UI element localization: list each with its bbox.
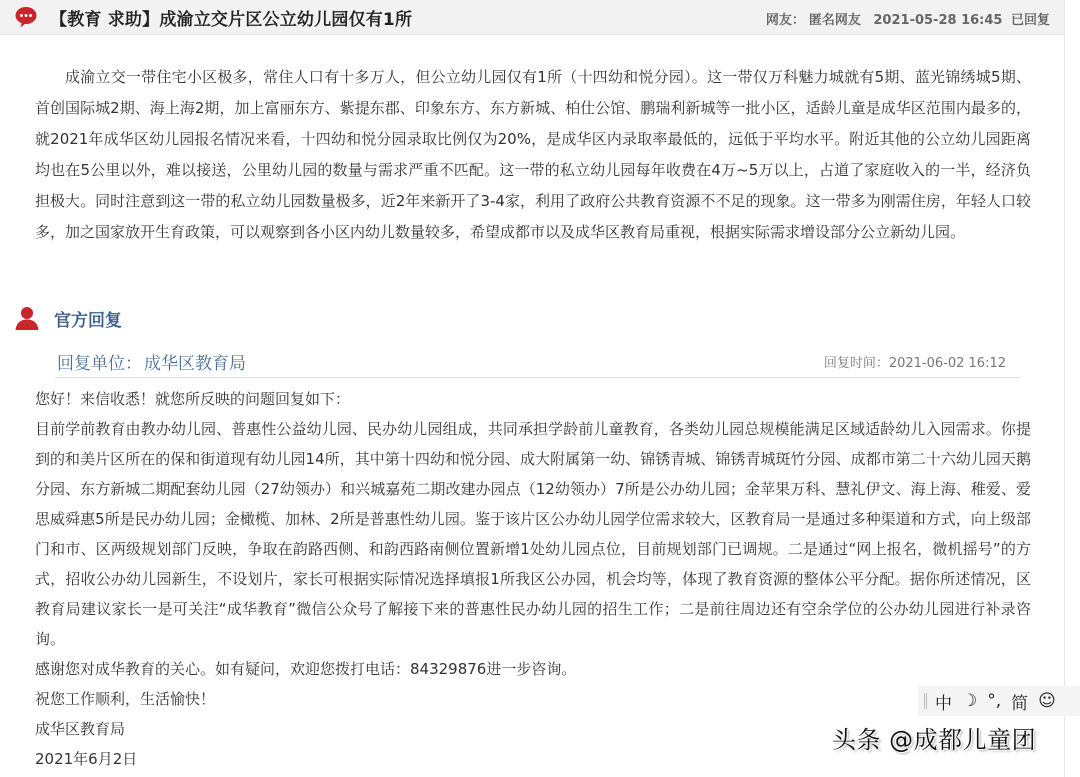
reply-status-badge: 已回复 <box>1010 13 1050 28</box>
drag-handle-icon[interactable] <box>924 693 927 709</box>
question-body: 成渝立交一带住宅小区极多，常住人口有十多万人，但公立幼儿园仅有1所（十四幼和悦分园）。这一带仅万科魅力城就有5期、蓝光锦绣城5期、首创国际城2期、海上海2期，加上富丽东方、紫提东郡、印象东方、东方新城、柏仕公馆、鹏瑞利新城等一批小区，适龄儿童是成华区范围内最多的，就2021年成华区幼儿园报名情况来看，十四幼和悦分园录取比例仅为20%，是成华区内录取率最低的，远低于平均水平。附近其他的公立幼儿园距离均也在5公里以外，难以接送，公里幼儿园的数量与需求严重不匹配。这一带的私立幼儿园每年收费在4万~5万以上，占道了家庭收入的一半，经济负担极大。同时注意到这一带的私立幼儿园数量极多，近2年来新开了3-4家，利用了政府公共教育资源不不足的现象。这一带多为刚需住房，年轻人口较多，加之国家放开生育政策，可以观察到各小区内幼儿数量较多，希望成都市以及成华区教育局重视，根据实际需求增设部分公立新幼儿园。 <box>35 68 1031 241</box>
message-title-bar <box>0 0 1064 35</box>
author-name: 匿名网友 <box>808 13 861 28</box>
reply-unit <box>55 349 246 374</box>
reply-unit-label: 回复单位： <box>57 354 142 374</box>
reply-time <box>824 352 1006 371</box>
half-width-moon-icon[interactable]: ☽ <box>962 691 978 711</box>
punctuation-icon[interactable]: °, <box>987 691 1002 711</box>
reply-body <box>35 384 1031 774</box>
official-reply-heading: 官方回复 <box>54 310 122 331</box>
message-title: 【教育 求助】成渝立交片区公立幼儿园仅有1所 <box>50 9 413 30</box>
emoji-icon[interactable]: ☺ <box>1038 691 1056 711</box>
author-label: 网友： <box>765 13 805 28</box>
speech-bubble-icon <box>14 5 38 29</box>
reply-main-paragraph: 目前学前教育由教办幼儿园、普惠性公益幼儿园、民办幼儿园组成，共同承担学龄前儿童教育，各类幼儿园总规模能满足区域适龄幼儿入园需求。你提到的和美片区所在的保和街道现有幼儿园14所，其中第十四幼和悦分园、成大附属第一幼、锦锈青城、锦锈青城斑竹分园、成都市第二十六幼儿园天鹅分园、东方新城二期配套幼儿园（27幼领办）和兴城嘉苑二期改建办园点（12幼领办）7所是公办幼儿园；金苹果万科、慧礼伊文、海上海、稚爱、爱思威舜惠5所是民办幼儿园；金橄榄、加林、2所是普惠性幼儿园。鉴于该片区公办幼儿园学位需求较大，区教育局一是通过多种渠道和方式，向上级部门和市、区两级规划部门反映，争取在韵路西侧、和韵西路南侧位置新增1处幼儿园点位，目前规划部门已调规。二是通过“网上报名，微机摇号”的方式，招收公办幼儿园新生，不设划片，家长可根据实际情况选择填报1所我区公办园，机会均等，体现了教育资源的整体公平分配。据你所述情况，区教育局建议家长一是可关注“成华教育”微信公众号了解接下来的普惠性民办幼儿园的招生工作；二是前往周边还有空余学位的公办幼儿园进行补录咨询。 <box>35 420 1031 648</box>
reply-closing: 祝您工作顺利，生活愉快！ <box>35 690 216 708</box>
watermark: 头条 @成都儿童团 <box>832 726 1037 754</box>
post-datetime: 2021-05-28 16:45 <box>873 13 1003 28</box>
reply-date: 2021年6月2日 <box>35 750 138 768</box>
reply-greeting: 您好！来信收悉！就您所反映的问题回复如下： <box>35 390 351 408</box>
ime-toolbar[interactable] <box>918 686 1080 716</box>
reply-signature: 成华区教育局 <box>35 720 126 738</box>
official-reply-header <box>14 305 122 331</box>
person-icon <box>14 305 40 331</box>
reply-unit-row <box>55 345 1020 378</box>
reply-contact-paragraph: 感谢您对成华教育的关心。如有疑问，欢迎您拨打电话：84329876进一步咨询。 <box>35 660 577 678</box>
reply-unit-name: 成华区教育局 <box>144 354 246 374</box>
reply-time-label: 回复时间： <box>823 356 889 371</box>
scrollbar-track[interactable] <box>1064 0 1080 777</box>
chinese-mode-icon[interactable]: 中 <box>935 693 952 714</box>
message-meta <box>762 9 1050 28</box>
reply-time-value: 2021-06-02 16:12 <box>888 356 1006 371</box>
simplified-chinese-icon[interactable]: 简 <box>1011 693 1029 714</box>
